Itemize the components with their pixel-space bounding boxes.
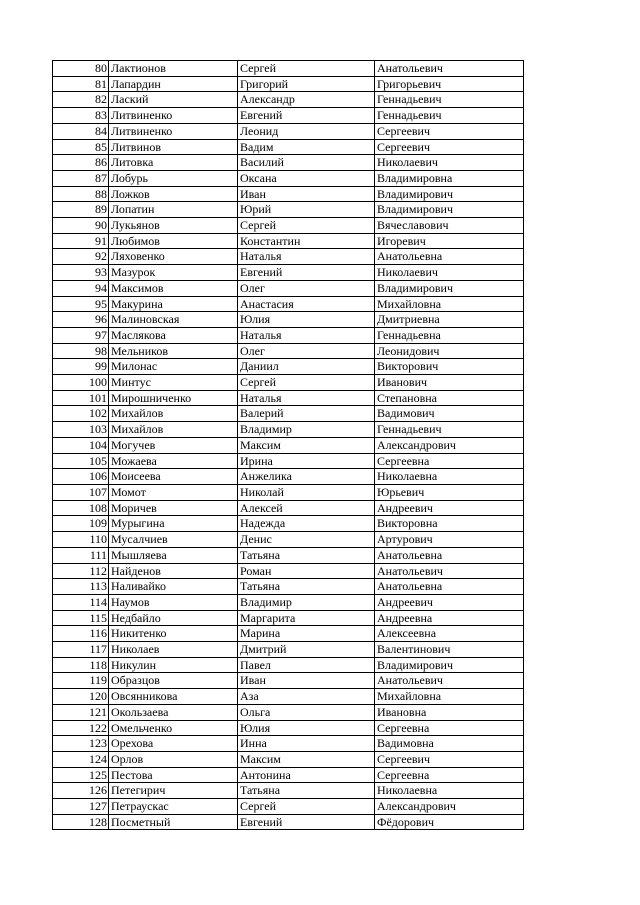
- last-name-cell: Ложков: [109, 186, 238, 202]
- last-name-cell: Мирошниченко: [109, 390, 238, 406]
- table-row: [53, 92, 524, 108]
- patronymic-cell: Ивановна: [375, 704, 524, 720]
- patronymic-cell: Владимирович: [375, 186, 524, 202]
- patronymic-cell: Анатольевна: [375, 249, 524, 265]
- first-name-cell: Татьяна: [238, 783, 375, 799]
- last-name-cell: Макурина: [109, 296, 238, 312]
- first-name-cell: Сергей: [238, 375, 375, 391]
- patronymic-cell: Иванович: [375, 375, 524, 391]
- last-name-cell: Маслякова: [109, 327, 238, 343]
- table-row: [53, 783, 524, 799]
- last-name-cell: Лобурь: [109, 170, 238, 186]
- row-number-cell: 111: [53, 547, 109, 563]
- last-name-cell: Лопатин: [109, 202, 238, 218]
- row-number-cell: 126: [53, 783, 109, 799]
- first-name-cell: Олег: [238, 343, 375, 359]
- last-name-cell: Михайлов: [109, 406, 238, 422]
- first-name-cell: Евгений: [238, 265, 375, 281]
- last-name-cell: Лаский: [109, 92, 238, 108]
- last-name-cell: Максимов: [109, 280, 238, 296]
- patronymic-cell: Викторович: [375, 359, 524, 375]
- patronymic-cell: Михайловна: [375, 689, 524, 705]
- table-row: [53, 359, 524, 375]
- first-name-cell: Роман: [238, 563, 375, 579]
- last-name-cell: Литовка: [109, 155, 238, 171]
- table-row: [53, 673, 524, 689]
- patronymic-cell: Леонидович: [375, 343, 524, 359]
- table-row: [53, 249, 524, 265]
- patronymic-cell: Анатольевич: [375, 61, 524, 77]
- table-row: [53, 218, 524, 234]
- row-number-cell: 120: [53, 689, 109, 705]
- table-row: [53, 736, 524, 752]
- first-name-cell: Иван: [238, 673, 375, 689]
- patronymic-cell: Валентинович: [375, 642, 524, 658]
- table-row: [53, 343, 524, 359]
- first-name-cell: Василий: [238, 155, 375, 171]
- patronymic-cell: Геннадьевич: [375, 422, 524, 438]
- row-number-cell: 125: [53, 767, 109, 783]
- last-name-cell: Никулин: [109, 657, 238, 673]
- table-row: [53, 626, 524, 642]
- patronymic-cell: Артурович: [375, 532, 524, 548]
- first-name-cell: Даниил: [238, 359, 375, 375]
- first-name-cell: Антонина: [238, 767, 375, 783]
- table-row: [53, 202, 524, 218]
- patronymic-cell: Григорьевич: [375, 76, 524, 92]
- last-name-cell: Орехова: [109, 736, 238, 752]
- first-name-cell: Инна: [238, 736, 375, 752]
- first-name-cell: Константин: [238, 233, 375, 249]
- first-name-cell: Аза: [238, 689, 375, 705]
- last-name-cell: Могучев: [109, 437, 238, 453]
- row-number-cell: 115: [53, 610, 109, 626]
- table-row: [53, 594, 524, 610]
- last-name-cell: Овсянникова: [109, 689, 238, 705]
- first-name-cell: Григорий: [238, 76, 375, 92]
- row-number-cell: 124: [53, 751, 109, 767]
- last-name-cell: Мышляева: [109, 547, 238, 563]
- first-name-cell: Наталья: [238, 249, 375, 265]
- row-number-cell: 112: [53, 563, 109, 579]
- patronymic-cell: Александрович: [375, 437, 524, 453]
- patronymic-cell: Николаевна: [375, 469, 524, 485]
- row-number-cell: 87: [53, 170, 109, 186]
- table-row: [53, 280, 524, 296]
- table-row: [53, 610, 524, 626]
- patronymic-cell: Андреевич: [375, 500, 524, 516]
- last-name-cell: Окользаева: [109, 704, 238, 720]
- last-name-cell: Малиновская: [109, 312, 238, 328]
- patronymic-cell: Вадимович: [375, 406, 524, 422]
- table-row: [53, 265, 524, 281]
- first-name-cell: Денис: [238, 532, 375, 548]
- patronymic-cell: Игоревич: [375, 233, 524, 249]
- patronymic-cell: Сергеевич: [375, 139, 524, 155]
- last-name-cell: Петраускас: [109, 799, 238, 815]
- table-row: [53, 704, 524, 720]
- patronymic-cell: Андреевна: [375, 610, 524, 626]
- first-name-cell: Сергей: [238, 799, 375, 815]
- row-number-cell: 127: [53, 799, 109, 815]
- row-number-cell: 90: [53, 218, 109, 234]
- first-name-cell: Николай: [238, 484, 375, 500]
- row-number-cell: 123: [53, 736, 109, 752]
- row-number-cell: 81: [53, 76, 109, 92]
- table-row: [53, 61, 524, 77]
- last-name-cell: Момот: [109, 484, 238, 500]
- table-row: [53, 76, 524, 92]
- table-row: [53, 500, 524, 516]
- patronymic-cell: Владимирович: [375, 280, 524, 296]
- row-number-cell: 109: [53, 516, 109, 532]
- last-name-cell: Образцов: [109, 673, 238, 689]
- row-number-cell: 83: [53, 108, 109, 124]
- patronymic-cell: Михайловна: [375, 296, 524, 312]
- patronymic-cell: Вячеславович: [375, 218, 524, 234]
- table-row: [53, 406, 524, 422]
- last-name-cell: Литвиненко: [109, 108, 238, 124]
- patronymic-cell: Николаевич: [375, 155, 524, 171]
- row-number-cell: 98: [53, 343, 109, 359]
- patronymic-cell: Юрьевич: [375, 484, 524, 500]
- patronymic-cell: Владимировна: [375, 170, 524, 186]
- name-list-body: [53, 61, 524, 830]
- table-row: [53, 390, 524, 406]
- first-name-cell: Владимир: [238, 594, 375, 610]
- first-name-cell: Евгений: [238, 108, 375, 124]
- table-row: [53, 186, 524, 202]
- last-name-cell: Найденов: [109, 563, 238, 579]
- row-number-cell: 82: [53, 92, 109, 108]
- first-name-cell: Валерий: [238, 406, 375, 422]
- last-name-cell: Литвинов: [109, 139, 238, 155]
- table-row: [53, 532, 524, 548]
- patronymic-cell: Андреевич: [375, 594, 524, 610]
- first-name-cell: Сергей: [238, 218, 375, 234]
- first-name-cell: Марина: [238, 626, 375, 642]
- row-number-cell: 96: [53, 312, 109, 328]
- row-number-cell: 93: [53, 265, 109, 281]
- row-number-cell: 91: [53, 233, 109, 249]
- row-number-cell: 104: [53, 437, 109, 453]
- table-row: [53, 484, 524, 500]
- row-number-cell: 100: [53, 375, 109, 391]
- last-name-cell: Михайлов: [109, 422, 238, 438]
- first-name-cell: Маргарита: [238, 610, 375, 626]
- table-row: [53, 170, 524, 186]
- table-row: [53, 563, 524, 579]
- patronymic-cell: Анатольевна: [375, 547, 524, 563]
- patronymic-cell: Степановна: [375, 390, 524, 406]
- first-name-cell: Евгений: [238, 814, 375, 830]
- row-number-cell: 85: [53, 139, 109, 155]
- first-name-cell: Олег: [238, 280, 375, 296]
- row-number-cell: 114: [53, 594, 109, 610]
- last-name-cell: Омельченко: [109, 720, 238, 736]
- first-name-cell: Иван: [238, 186, 375, 202]
- last-name-cell: Наумов: [109, 594, 238, 610]
- table-row: [53, 139, 524, 155]
- row-number-cell: 84: [53, 123, 109, 139]
- patronymic-cell: Алексеевна: [375, 626, 524, 642]
- row-number-cell: 122: [53, 720, 109, 736]
- row-number-cell: 103: [53, 422, 109, 438]
- row-number-cell: 99: [53, 359, 109, 375]
- patronymic-cell: Сергеевич: [375, 751, 524, 767]
- row-number-cell: 88: [53, 186, 109, 202]
- table-row: [53, 814, 524, 830]
- table-row: [53, 767, 524, 783]
- table-row: [53, 233, 524, 249]
- last-name-cell: Мурыгина: [109, 516, 238, 532]
- name-list-sheet: [52, 60, 523, 830]
- table-row: [53, 155, 524, 171]
- last-name-cell: Николаев: [109, 642, 238, 658]
- last-name-cell: Никитенко: [109, 626, 238, 642]
- first-name-cell: Вадим: [238, 139, 375, 155]
- first-name-cell: Надежда: [238, 516, 375, 532]
- first-name-cell: Максим: [238, 751, 375, 767]
- first-name-cell: Александр: [238, 92, 375, 108]
- last-name-cell: Лактионов: [109, 61, 238, 77]
- first-name-cell: Юлия: [238, 720, 375, 736]
- first-name-cell: Павел: [238, 657, 375, 673]
- row-number-cell: 117: [53, 642, 109, 658]
- patronymic-cell: Геннадьевич: [375, 108, 524, 124]
- row-number-cell: 108: [53, 500, 109, 516]
- table-row: [53, 516, 524, 532]
- last-name-cell: Орлов: [109, 751, 238, 767]
- last-name-cell: Лукьянов: [109, 218, 238, 234]
- patronymic-cell: Сергеевна: [375, 720, 524, 736]
- name-list-table: [52, 60, 524, 830]
- row-number-cell: 101: [53, 390, 109, 406]
- table-row: [53, 422, 524, 438]
- first-name-cell: Ольга: [238, 704, 375, 720]
- patronymic-cell: Сергеевна: [375, 453, 524, 469]
- row-number-cell: 128: [53, 814, 109, 830]
- first-name-cell: Алексей: [238, 500, 375, 516]
- row-number-cell: 80: [53, 61, 109, 77]
- row-number-cell: 89: [53, 202, 109, 218]
- row-number-cell: 113: [53, 579, 109, 595]
- last-name-cell: Недбайло: [109, 610, 238, 626]
- last-name-cell: Моисеева: [109, 469, 238, 485]
- patronymic-cell: Анатольевич: [375, 563, 524, 579]
- table-row: [53, 751, 524, 767]
- row-number-cell: 94: [53, 280, 109, 296]
- first-name-cell: Юлия: [238, 312, 375, 328]
- first-name-cell: Наталья: [238, 390, 375, 406]
- patronymic-cell: Геннадьевна: [375, 327, 524, 343]
- table-row: [53, 720, 524, 736]
- last-name-cell: Лапардин: [109, 76, 238, 92]
- last-name-cell: Петегирич: [109, 783, 238, 799]
- first-name-cell: Максим: [238, 437, 375, 453]
- row-number-cell: 105: [53, 453, 109, 469]
- first-name-cell: Анжелика: [238, 469, 375, 485]
- row-number-cell: 119: [53, 673, 109, 689]
- row-number-cell: 121: [53, 704, 109, 720]
- patronymic-cell: Николаевич: [375, 265, 524, 281]
- last-name-cell: Любимов: [109, 233, 238, 249]
- last-name-cell: Милонас: [109, 359, 238, 375]
- patronymic-cell: Сергеевич: [375, 123, 524, 139]
- last-name-cell: Мельников: [109, 343, 238, 359]
- patronymic-cell: Александрович: [375, 799, 524, 815]
- table-row: [53, 453, 524, 469]
- last-name-cell: Минтус: [109, 375, 238, 391]
- patronymic-cell: Анатольевич: [375, 673, 524, 689]
- first-name-cell: Ирина: [238, 453, 375, 469]
- patronymic-cell: Сергеевна: [375, 767, 524, 783]
- row-number-cell: 95: [53, 296, 109, 312]
- row-number-cell: 97: [53, 327, 109, 343]
- table-row: [53, 437, 524, 453]
- table-row: [53, 689, 524, 705]
- table-row: [53, 799, 524, 815]
- first-name-cell: Юрий: [238, 202, 375, 218]
- row-number-cell: 116: [53, 626, 109, 642]
- row-number-cell: 86: [53, 155, 109, 171]
- first-name-cell: Дмитрий: [238, 642, 375, 658]
- table-row: [53, 375, 524, 391]
- table-row: [53, 657, 524, 673]
- table-row: [53, 327, 524, 343]
- row-number-cell: 118: [53, 657, 109, 673]
- patronymic-cell: Вадимовна: [375, 736, 524, 752]
- first-name-cell: Владимир: [238, 422, 375, 438]
- first-name-cell: Татьяна: [238, 579, 375, 595]
- table-row: [53, 579, 524, 595]
- row-number-cell: 106: [53, 469, 109, 485]
- first-name-cell: Леонид: [238, 123, 375, 139]
- first-name-cell: Анастасия: [238, 296, 375, 312]
- table-row: [53, 312, 524, 328]
- patronymic-cell: Геннадьевич: [375, 92, 524, 108]
- table-row: [53, 547, 524, 563]
- patronymic-cell: Викторовна: [375, 516, 524, 532]
- last-name-cell: Пестова: [109, 767, 238, 783]
- last-name-cell: Мазурок: [109, 265, 238, 281]
- row-number-cell: 110: [53, 532, 109, 548]
- first-name-cell: Татьяна: [238, 547, 375, 563]
- last-name-cell: Мусалчиев: [109, 532, 238, 548]
- first-name-cell: Наталья: [238, 327, 375, 343]
- table-row: [53, 642, 524, 658]
- patronymic-cell: Владимирович: [375, 657, 524, 673]
- first-name-cell: Оксана: [238, 170, 375, 186]
- patronymic-cell: Николаевна: [375, 783, 524, 799]
- row-number-cell: 107: [53, 484, 109, 500]
- last-name-cell: Литвиненко: [109, 123, 238, 139]
- table-row: [53, 123, 524, 139]
- last-name-cell: Можаева: [109, 453, 238, 469]
- table-row: [53, 469, 524, 485]
- patronymic-cell: Анатольевна: [375, 579, 524, 595]
- table-row: [53, 296, 524, 312]
- patronymic-cell: Дмитриевна: [375, 312, 524, 328]
- first-name-cell: Сергей: [238, 61, 375, 77]
- row-number-cell: 92: [53, 249, 109, 265]
- last-name-cell: Посметный: [109, 814, 238, 830]
- table-row: [53, 108, 524, 124]
- patronymic-cell: Владимирович: [375, 202, 524, 218]
- last-name-cell: Наливайко: [109, 579, 238, 595]
- row-number-cell: 102: [53, 406, 109, 422]
- last-name-cell: Моричев: [109, 500, 238, 516]
- patronymic-cell: Фёдорович: [375, 814, 524, 830]
- last-name-cell: Ляховенко: [109, 249, 238, 265]
